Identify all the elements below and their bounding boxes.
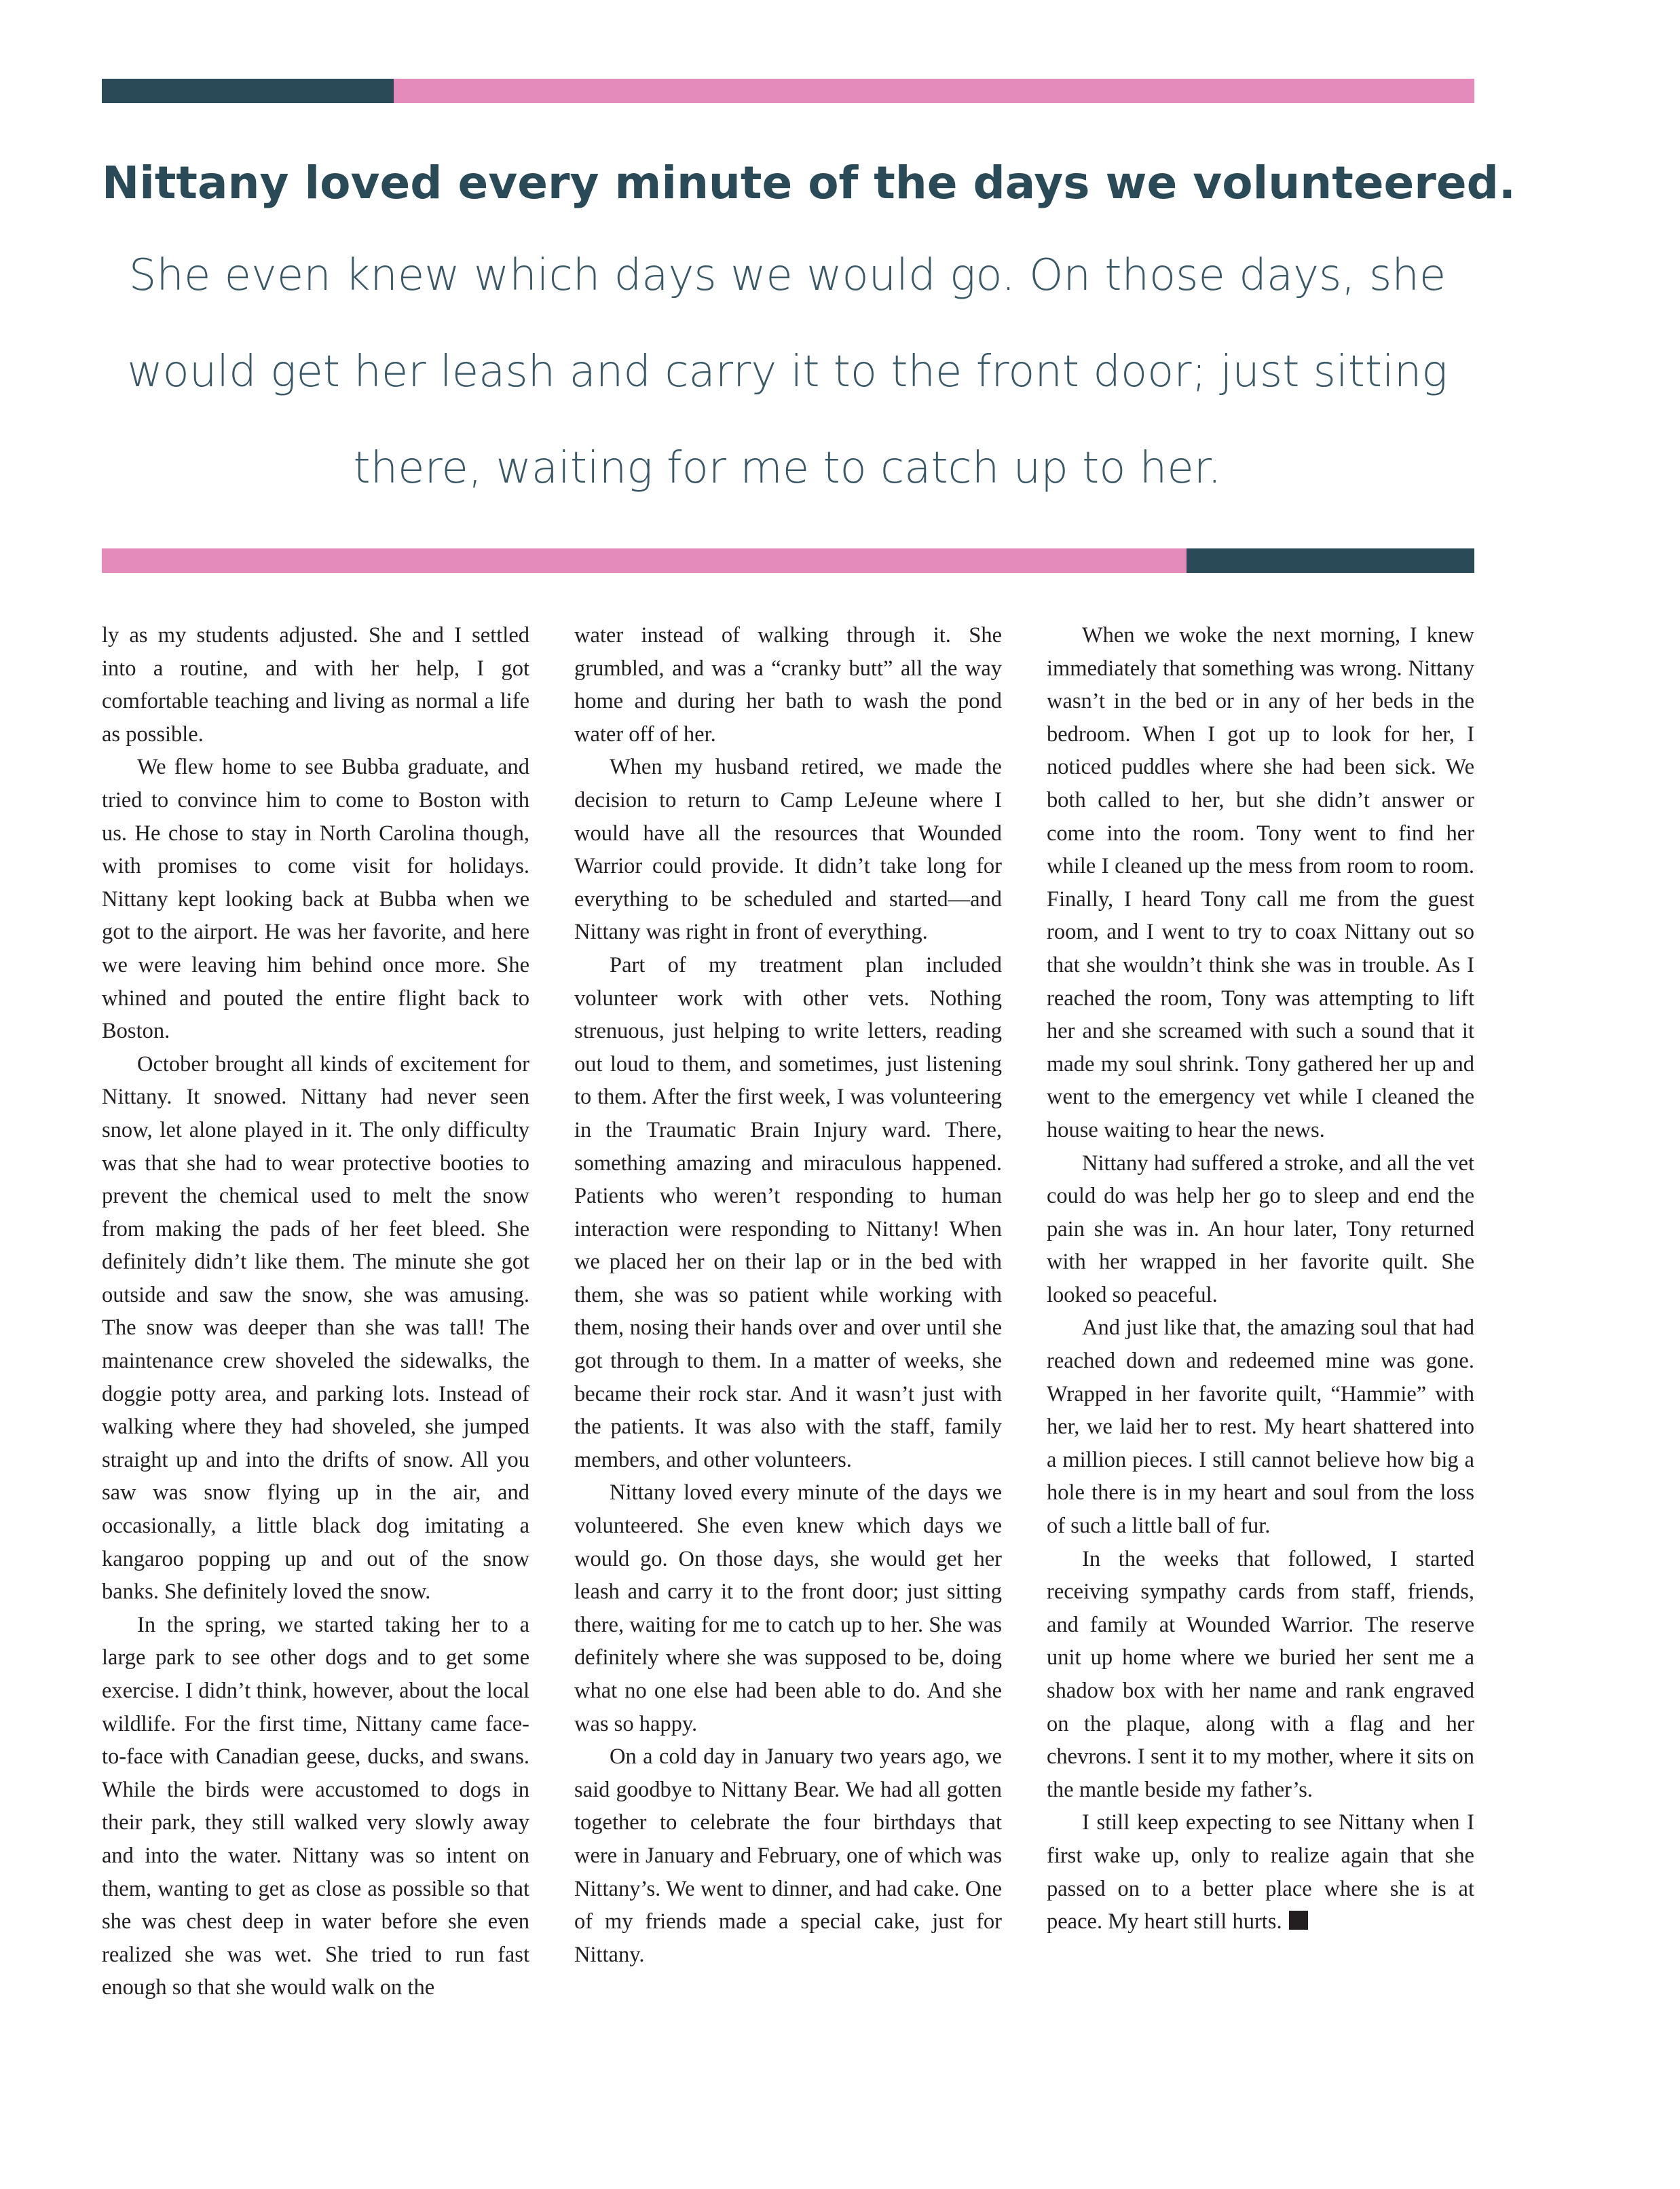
bottom-rule-pink-segment (102, 548, 1187, 573)
bottom-rule-dark-segment (1187, 548, 1474, 573)
column-2 (574, 619, 1002, 2072)
paragraph: When we woke the next morning, I knew immediately that something was wrong. Nittany wasn’t in the bed or in any of her beds in the bedroom. When I got up to look for her, I noticed puddles where she had been sick. We both called to her, but she didn’t answer or come into the room. Tony went to find her while I cleaned up the mess from room to room. Finally, I heard Tony call me from the guest room, and I went to try to coax Nittany out so that she wouldn’t think she was in trouble. As I reached the room, Tony was attempting to lift her and she screamed with such a sound that it made my soul shrink. Tony gathered her up and went to the emergency vet while I cleaned the house waiting to hear the news. (1047, 623, 1474, 1142)
column-3 (1047, 619, 1474, 2072)
pull-quote (102, 139, 1516, 517)
paragraph: Nittany had suffered a stroke, and all the vet could do was help her go to sleep and end the pain she was in. An hour later, Tony returned with her wrapped in her favorite quilt. She looked so peaceful. (1047, 1150, 1474, 1307)
top-rule-dark-segment (102, 79, 394, 103)
paragraph: ly as my students adjusted. She and I settled into a routine, and with her help, I got comfortable teaching and living as normal a life as possible. (102, 623, 529, 747)
paragraph: water instead of walking through it. She grumbled, and was a “cranky butt” all the way home and during her bath to wash the pond water off of her. (574, 623, 1002, 747)
final-paragraph-text: I still keep expecting to see Nittany when I first wake up, only to realize again that she passed on to a better place where she is at peace. My heart still hurts. (1047, 1810, 1474, 1934)
paragraph: And just like that, the amazing soul that had reached down and redeemed mine was gone. Wrapped in her favorite quilt, “Hammie” with her, we laid her to rest. My heart shattered into a million pieces. I still cannot believe how big a hole there is in my heart and soul from the loss of such a little ball of fur. (1047, 1315, 1474, 1539)
top-rule-pink-segment (394, 79, 1474, 103)
paragraph: In the spring, we started taking her to a large park to see other dogs and to get some exercise. I didn’t think, however, about the local wildlife. For the first time, Nittany came face-to-face with Canadian geese, ducks, and swans. While the birds were accustomed to dogs in their park, they still walked very slowly away and into the water. Nittany was so intent on them, wanting to get as close as possible so that she was chest deep in water before she even realized she was wet. She tried to run fast enough so that she would walk on the (102, 1612, 529, 2000)
paragraph: Nittany loved every minute of the days we volunteered. She even knew which days we would go. On those days, she would get her leash and carry it to the front door; just sitting there, waiting for me to catch up to her. She was definitely where she was supposed to be, doing what no one else had been able to do. And she was so happy. (574, 1480, 1002, 1736)
article-body (102, 619, 1474, 2072)
paragraph-final (1047, 1806, 1474, 1938)
paragraph: When my husband retired, we made the decision to return to Camp LeJeune where I would have all the resources that Wounded Warrior could provide. It didn’t take long for everything to be scheduled and started—and Nittany was right in front of everything. (574, 755, 1002, 945)
pull-quote-lead: Nittany loved every minute of the days we volunteered. (102, 157, 1516, 209)
column-1 (102, 619, 529, 2072)
paragraph: Part of my treatment plan included volunteer work with other vets. Nothing strenuous, just helping to write letters, reading out loud to them, and sometimes, just listening to them. After the first week, I was volunteering in the Traumatic Brain Injury ward. There, something amazing and miraculous happened. Patients who weren’t responding to human interaction were responding to Nittany! When we placed her on their lap or in the bed with them, she was so patient while working with them, nosing their hands over and over until she got through to them. In a matter of weeks, she became their rock star. And it wasn’t just with the patients. It was also with the staff, family members, and other volunteers. (574, 952, 1002, 1472)
pull-quote-body: She even knew which days we would go. On those days, she would get her leash and carry it to the front door; just sitting there, waiting for me to catch up to her. (127, 250, 1448, 493)
paragraph: On a cold day in January two years ago, we said goodbye to Nittany Bear. We had all gotten together to celebrate the four birthdays that were in January and February, one of which was Nittany’s. We went to dinner, and had cake. One of my friends made a special cake, just for Nittany. (574, 1744, 1002, 1967)
paragraph: In the weeks that followed, I started receiving sympathy cards from staff, friends, and family at Wounded Warrior. The reserve unit up home where we buried her sent me a shadow box with her name and rank engraved on the plaque, along with a flag and her chevrons. I sent it to my mother, where it sits on the mantle beside my father’s. (1047, 1546, 1474, 1802)
paragraph: We flew home to see Bubba graduate, and tried to convince him to come to Boston with us. He chose to stay in North Carolina though, with promises to come visit for holidays. Nittany kept looking back at Bubba when we got to the airport. He was her favorite, and here we were leaving him behind once more. She whined and pouted the entire flight back to Boston. (102, 755, 529, 1044)
end-mark-icon (1289, 1911, 1308, 1930)
paragraph: October brought all kinds of excitement for Nittany. It snowed. Nittany had never seen snow, let alone played in it. The only difficulty was that she had to wear protective booties to prevent the chemical used to melt the snow from making the pads of her feet bleed. She definitely didn’t like them. The minute she got outside and saw the snow, she was amusing. The snow was deeper than she was tall! The maintenance crew shoveled the sidewalks, the doggie potty area, and parking lots. Instead of walking where they had shoveled, she jumped straight up and into the drifts of snow. All you saw was snow flying up in the air, and occasionally, a little black dog imitating a kangaroo popping up and out of the snow banks. She definitely loved the snow. (102, 1051, 529, 1605)
